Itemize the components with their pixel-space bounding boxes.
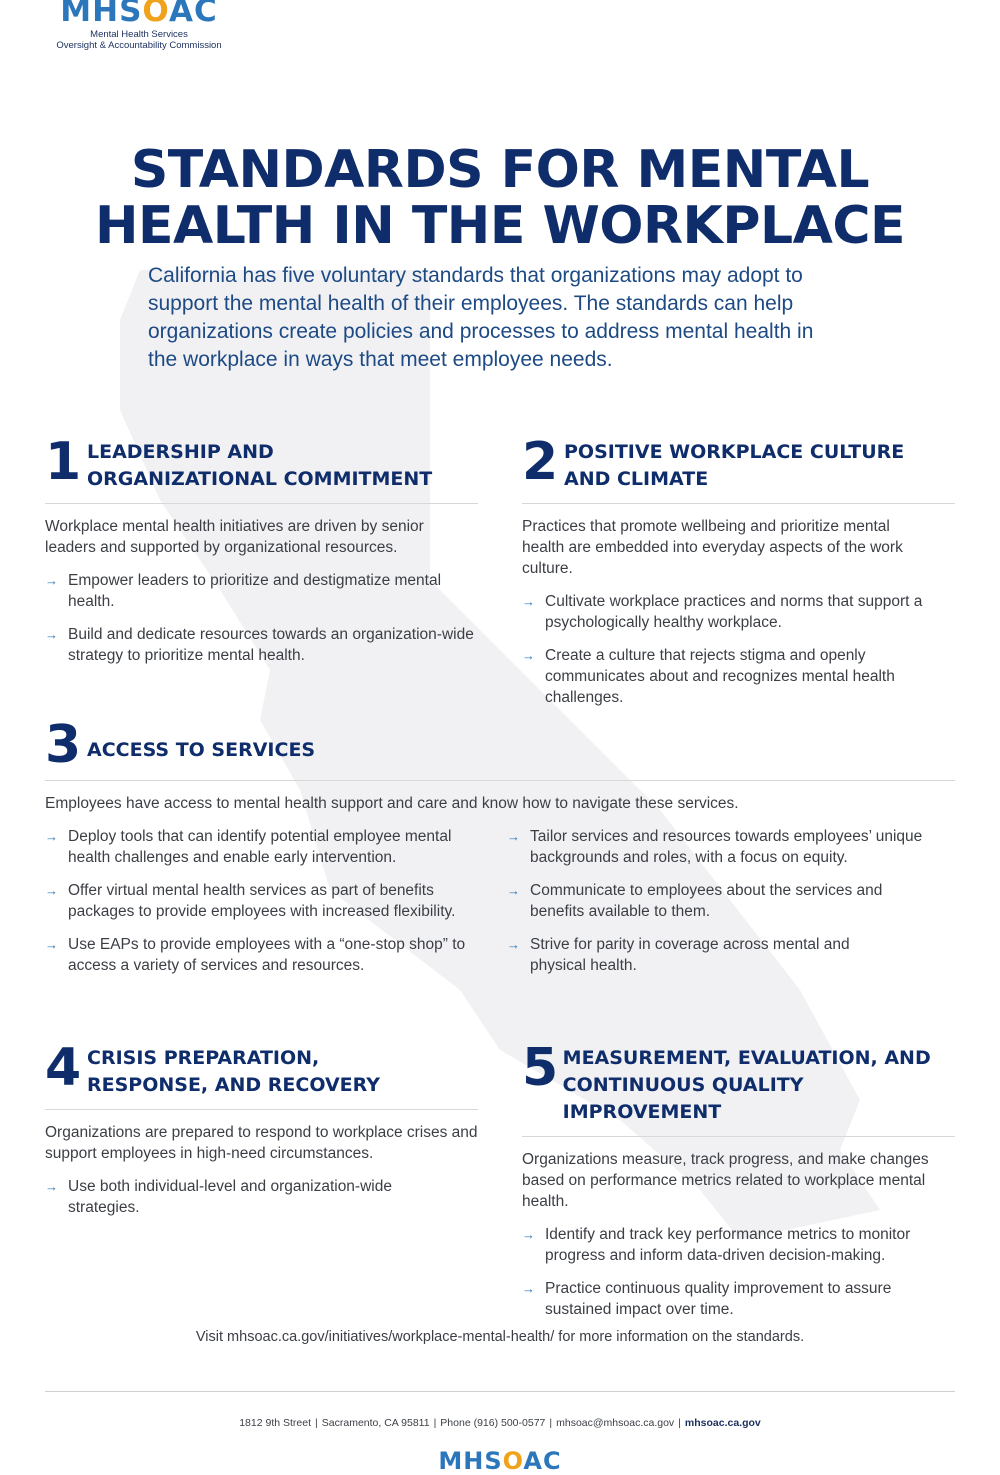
standard-heading	[45, 1038, 478, 1099]
standard-list	[522, 1224, 955, 1320]
list-item: → Identify and track key performance metrics to monitor progress and inform data-driven decision-making.	[522, 1226, 911, 1264]
arrow-right-icon: →	[45, 883, 58, 898]
arrow-right-icon: →	[45, 573, 58, 588]
title-line2: HEALTH IN THE WORKPLACE	[94, 196, 906, 256]
standard-description: Workplace mental health initiatives are driven by senior leaders and supported by organizational resources.	[45, 518, 424, 556]
logo-subtitle-line2: Oversight & Accountability Commission	[56, 40, 222, 51]
standard-number: 1	[45, 432, 82, 492]
standard-4	[45, 1038, 478, 1230]
standard-heading	[522, 1038, 955, 1126]
contact-info: 1812 9th Street | Sacramento, CA 95811 | Phone (916) 500-0577 | mhsoac@mhsoac.ca.gov | mhsoac.ca.gov	[239, 1417, 761, 1429]
list-item: → Empower leaders to prioritize and destigmatize mental health.	[45, 572, 442, 610]
standard-number: 5	[522, 1038, 559, 1098]
mhsoac-logo-bottom: MHSOAC	[438, 1447, 562, 1475]
logo-wordmark: MHSOAC	[60, 0, 218, 29]
city: Sacramento, CA 95811	[321, 1417, 430, 1429]
standard-title: ACCESS TO SERVICES	[87, 739, 316, 761]
email-link[interactable]: mhsoac@mhsoac.ca.gov	[556, 1417, 675, 1429]
standard-list	[45, 570, 478, 666]
list-item: → Build and dedicate resources towards an organization-wide strategy to prioritize mental health.	[45, 626, 474, 664]
page-title	[0, 142, 1000, 254]
list-item: → Communicate to employees about the services and benefits available to them.	[507, 882, 883, 920]
standard-title: POSITIVE WORKPLACE CULTURE AND CLIMATE	[564, 441, 905, 490]
divider	[45, 1109, 478, 1110]
standard-description: Practices that promote wellbeing and prioritize mental health are embedded into everyday aspects of the work culture.	[522, 518, 903, 577]
list-item: → Offer virtual mental health services as part of benefits packages to provide employees with increased flexibility.	[45, 882, 456, 920]
standard-list-left	[45, 826, 485, 988]
standard-title: CRISIS PREPARATION, RESPONSE, AND RECOVERY	[87, 1047, 380, 1096]
arrow-right-icon: →	[522, 1281, 535, 1296]
standard-description: Employees have access to mental health support and care and know how to navigate these services.	[45, 795, 739, 812]
two-column-list	[45, 826, 955, 988]
arrow-right-icon: →	[507, 937, 520, 952]
list-item: → Use both individual-level and organization-wide strategies.	[45, 1178, 392, 1216]
list-item: → Cultivate workplace practices and norms that support a psychologically healthy workplace.	[522, 593, 923, 631]
standard-title: MEASUREMENT, EVALUATION, AND CONTINUOUS QUALITY IMPROVEMENT	[562, 1047, 931, 1123]
standard-heading	[45, 432, 478, 493]
standard-title: LEADERSHIP AND ORGANIZATIONAL COMMITMENT	[87, 441, 433, 490]
arrow-right-icon: →	[45, 829, 58, 844]
standard-description: Organizations are prepared to respond to workplace crises and support employees in high-need circumstances.	[45, 1124, 478, 1162]
list-item: → Create a culture that rejects stigma and openly communicates about and recognizes mental health challenges.	[522, 647, 895, 706]
footer-divider	[45, 1391, 955, 1392]
arrow-right-icon: →	[522, 648, 535, 663]
divider	[45, 503, 478, 504]
standard-description: Organizations measure, track progress, and make changes based on performance metrics related to workplace mental health.	[522, 1151, 929, 1210]
arrow-right-icon: →	[522, 1227, 535, 1242]
standard-1	[45, 432, 478, 678]
standard-list	[45, 1176, 478, 1218]
address: 1812 9th Street	[239, 1417, 312, 1429]
phone: Phone (916) 500-0577	[440, 1417, 546, 1429]
list-item: → Use EAPs to provide employees with a “one-stop shop” to access a variety of services and resources.	[45, 936, 466, 974]
standard-2	[522, 432, 955, 720]
list-item: → Strive for parity in coverage across mental and physical health.	[507, 936, 850, 974]
list-item: → Tailor services and resources towards employees’ unique backgrounds and roles, with a focus on equity.	[507, 828, 923, 866]
title-line1: STANDARDS FOR MENTAL	[130, 140, 870, 200]
standard-number: 3	[45, 715, 82, 775]
standard-5	[522, 1038, 955, 1332]
list-item: → Deploy tools that can identify potential employee mental health challenges and enable early intervention.	[45, 828, 452, 866]
standard-number: 4	[45, 1038, 82, 1098]
arrow-right-icon: →	[507, 829, 520, 844]
arrow-right-icon: →	[522, 594, 535, 609]
arrow-right-icon: →	[45, 937, 58, 952]
website-link[interactable]: mhsoac.ca.gov	[684, 1417, 761, 1429]
logo-subtitle-line1: Mental Health Services	[90, 29, 188, 40]
standard-list	[522, 591, 955, 708]
arrow-right-icon: →	[45, 627, 58, 642]
list-item: → Practice continuous quality improvement to assure sustained impact over time.	[522, 1280, 892, 1318]
more-info-text: Visit mhsoac.ca.gov/initiatives/workplace-mental-health/ for more information on the standards.	[195, 1329, 805, 1345]
standard-3	[45, 715, 955, 988]
arrow-right-icon: →	[45, 1179, 58, 1194]
standard-list-right	[507, 826, 947, 988]
divider	[45, 780, 955, 781]
intro-paragraph: California has five voluntary standards that organizations may adopt to support the mental health of their employees. The standards can help organizations create policies and processes to address mental health in the workplace in ways that meet employee needs.	[148, 264, 814, 371]
standard-heading	[522, 432, 955, 493]
mhsoac-logo	[44, 0, 234, 51]
standard-heading	[45, 715, 955, 775]
divider	[522, 1136, 955, 1137]
arrow-right-icon: →	[507, 883, 520, 898]
divider	[522, 503, 955, 504]
standard-number: 2	[522, 432, 559, 492]
